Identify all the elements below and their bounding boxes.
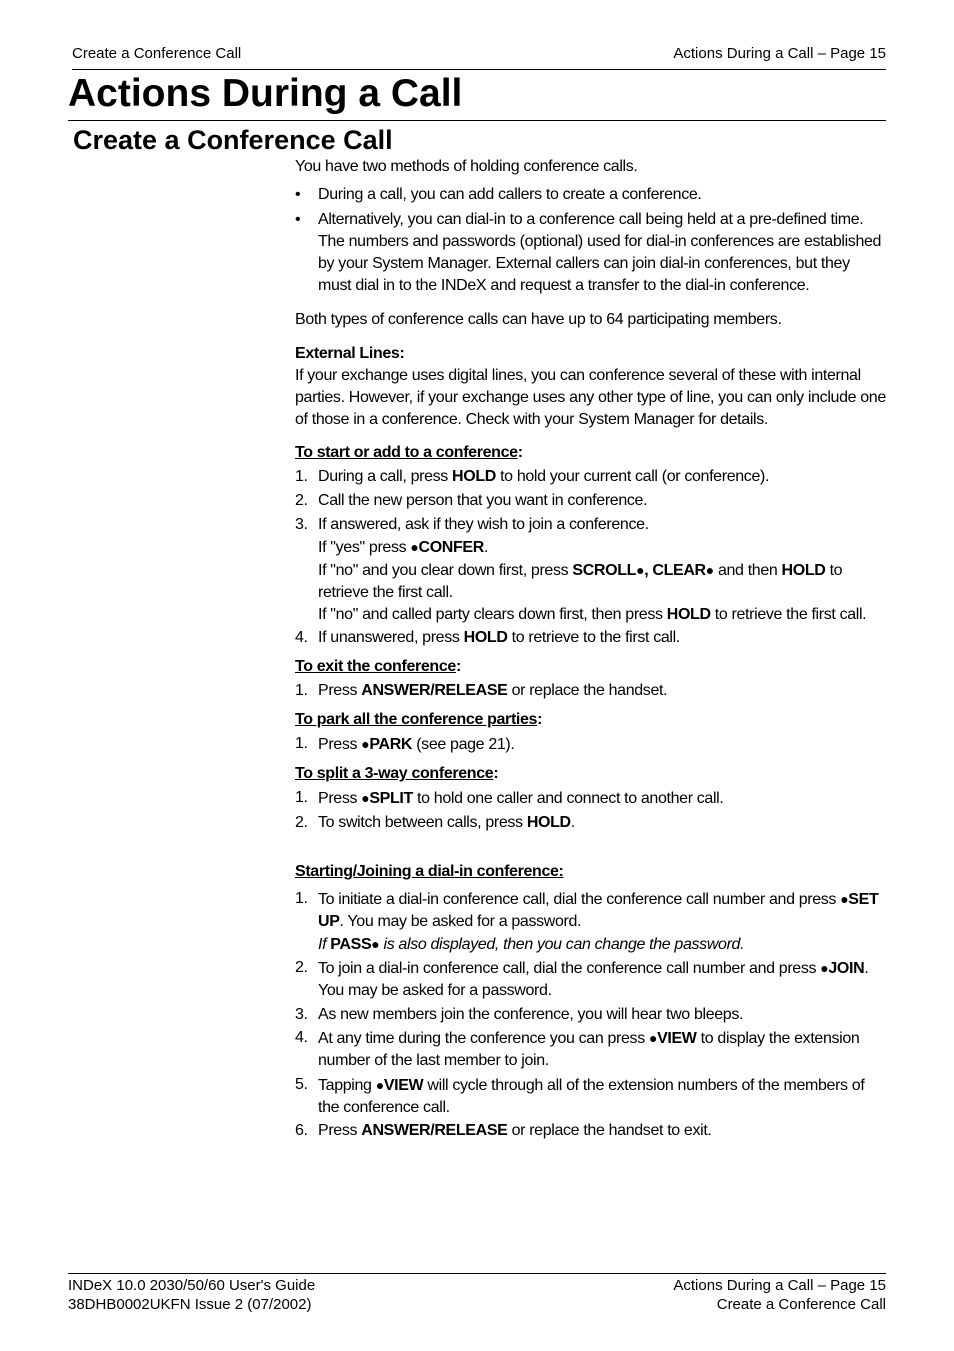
list-item: 3. If answered, ask if they wish to join a conference. If "yes" press ●CONFER. If "no" and you clear down first, press SCROLL●, CLEAR● and then HOLD to retrieve the first call. If "no" and called party clears down first, then press HOLD to retrieve the first call. [295,516,867,623]
list-item: 4. At any time during the conference you can press ●VIEW to display the extension number of the last member to join. [295,1029,860,1069]
park-conference-heading: To park all the conference parties: [295,711,543,728]
footer-page: Actions During a Call – Page 15 [673,1277,886,1294]
page-title: Actions During a Call [68,70,886,121]
list-item: 1. To initiate a dial-in conference call, dial the conference call number and press ●SET UP. You may be asked for a password. If PASS● is also displayed, then you can change the password. [295,890,879,953]
list-item: 6. Press ANSWER/RELEASE or replace the handset to exit. [295,1122,712,1139]
softkey-dot-icon: ● [361,790,370,806]
softkey-dot-icon: ● [410,539,419,555]
softkey-dot-icon: ● [840,891,849,907]
external-lines-text: If your exchange uses digital lines, you can conference several of these with internal parties. However, if your exchange uses any other type of line, you can only include one of those in a conference. Check with your System Manager for details. [295,367,886,428]
list-item: 1. During a call, press HOLD to hold your current call (or conference). [295,468,770,485]
bullet-icon: • [295,186,301,203]
softkey-dot-icon: ● [820,960,829,976]
external-lines-heading: External Lines: [295,345,405,362]
bullet-icon: • [295,211,301,228]
intro-text: You have two methods of holding conference calls. [295,158,638,175]
list-item: 2. To join a dial-in conference call, dial the conference call number and press ●JOIN. You may be asked for a password. [295,959,869,999]
header-left: Create a Conference Call [72,45,242,62]
list-item: 1. Press ●PARK (see page 21). [295,735,515,753]
page-footer [68,1273,886,1313]
footer-issue: 38DHB0002UKFN Issue 2 (07/2002) [68,1296,312,1313]
page-header [72,45,886,70]
main-content [295,156,887,1142]
list-item: 5. Tapping ●VIEW will cycle through all of the extension numbers of the members of the conference call. [295,1076,865,1116]
section-title: Create a Conference Call [73,125,393,155]
header-right: Actions During a Call – Page 15 [673,45,886,62]
list-item: 1. Press ANSWER/RELEASE or replace the handset. [295,682,668,699]
start-conference-heading: To start or add to a conference: [295,444,523,461]
list-item: 4. If unanswered, press HOLD to retrieve to the first call. [295,629,680,646]
dialin-heading: Starting/Joining a dial-in conference: [295,863,564,880]
split-conference-heading: To split a 3-way conference: [295,765,499,782]
list-item: 2. Call the new person that you want in conference. [295,492,648,509]
list-item: 2. To switch between calls, press HOLD. [295,814,575,831]
bullet-item: • Alternatively, you can dial-in to a conference call being held at a pre-defined time. The numbers and passwords (optional) used for dial-in conferences are established by your System Manager. External callers can join dial-in conferences, but they must dial in to the INDeX and request a transfer to the dial-in conference. [295,211,882,294]
bullet-item: • During a call, you can add callers to create a conference. [295,184,887,206]
footer-section: Create a Conference Call [716,1296,886,1313]
softkey-dot-icon: ● [375,1077,384,1093]
softkey-dot-icon: ● [636,562,645,578]
softkey-dot-icon: ● [371,936,380,952]
both-types-text: Both types of conference calls can have up to 64 participating members. [295,311,782,328]
list-item: 3. As new members join the conference, you will hear two bleeps. [295,1006,744,1023]
softkey-dot-icon: ● [361,736,370,752]
exit-conference-heading: To exit the conference: [295,658,461,675]
softkey-dot-icon: ● [705,562,714,578]
softkey-dot-icon: ● [648,1030,658,1046]
footer-guide-title: INDeX 10.0 2030/50/60 User's Guide [68,1277,316,1294]
list-item: 1. Press ●SPLIT to hold one caller and connect to another call. [295,789,724,807]
